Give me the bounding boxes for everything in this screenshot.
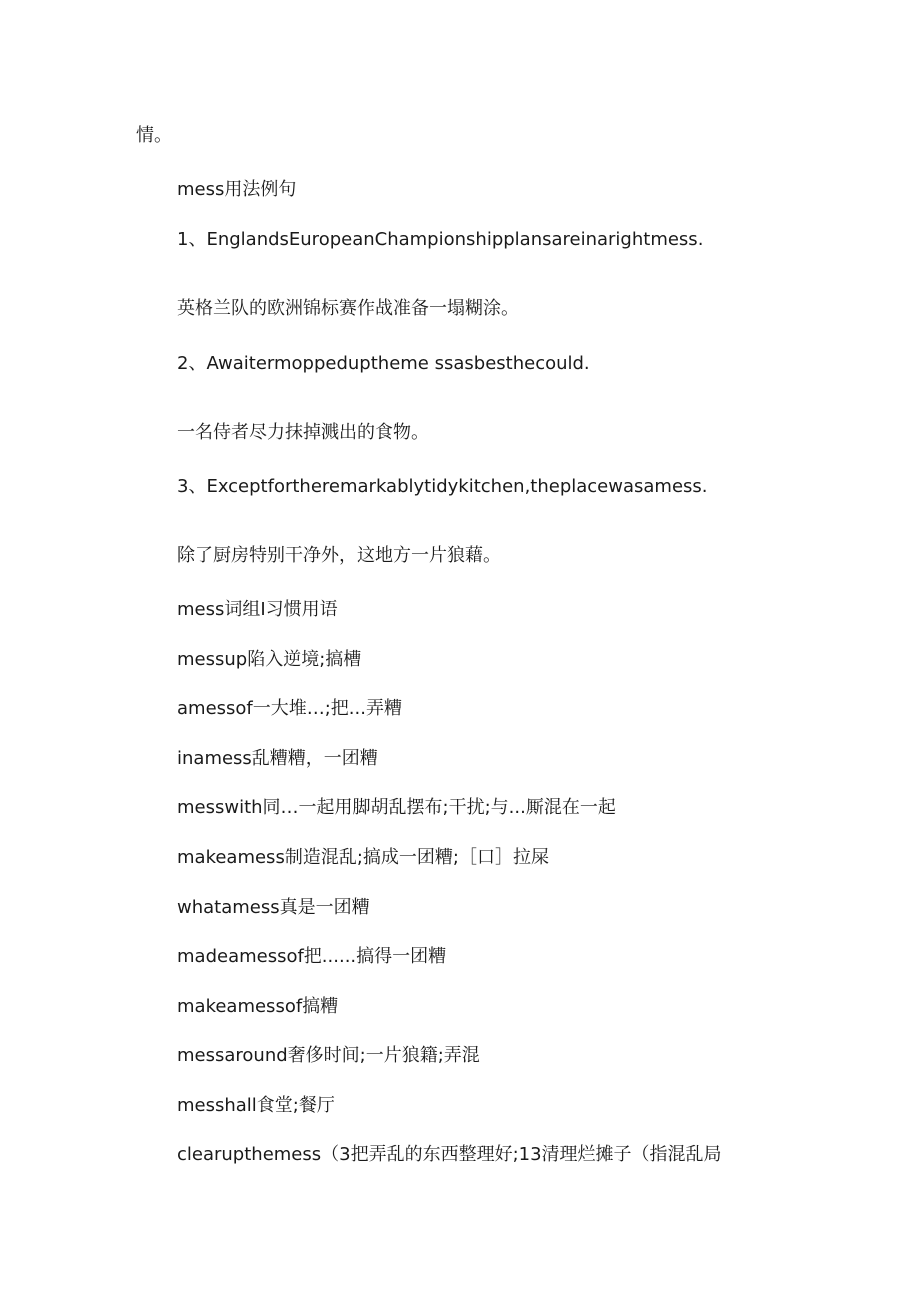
example-2-english: 2、Awaitermoppeduptheme ssasbesthecould.: [177, 353, 590, 374]
example-1-chinese: 英格兰队的欧洲锦标赛作战准备一塌糊涂。: [177, 298, 519, 319]
phrase-item: whatamess真是一团糟: [177, 897, 370, 918]
example-1-english: 1、EnglandsEuropeanChampionshipplansareinarightmess.: [177, 229, 704, 250]
example-2-chinese: 一名侍者尽力抹掉溅出的食物。: [177, 422, 429, 443]
example-3-english: 3、Exceptfortheremarkablytidykitchen,theplacewasamess.: [177, 476, 708, 497]
phrase-item: makeamessof搞糟: [177, 996, 339, 1017]
examples-heading: mess用法例句: [177, 179, 297, 200]
phrase-item: messup陷入逆境;搞槽: [177, 649, 362, 670]
phrase-item: amessof一大堆…;把...弄糟: [177, 698, 402, 719]
phrases-heading: mess词组I习惯用语: [177, 599, 338, 620]
example-3-chinese: 除了厨房特别干净外，这地方一片狼藉。: [177, 545, 501, 566]
phrase-item: inamess乱糟糟，一团糟: [177, 748, 378, 769]
phrase-item: madeamessof把......搞得一团糟: [177, 946, 447, 967]
phrase-item: messwith同…一起用脚胡乱摆布;干扰;与...厮混在一起: [177, 797, 616, 818]
phrase-item: messhall食堂;餐厅: [177, 1095, 335, 1116]
phrase-item: clearupthemess（3把弄乱的东西整理好;13清理烂摊子（指混乱局: [177, 1144, 722, 1165]
continuation-text: 情。: [136, 125, 172, 146]
phrase-item: makeamess制造混乱;搞成一团糟;［口］拉屎: [177, 847, 549, 868]
phrase-item: messaround奢侈时间;一片狼籍;弄混: [177, 1045, 480, 1066]
